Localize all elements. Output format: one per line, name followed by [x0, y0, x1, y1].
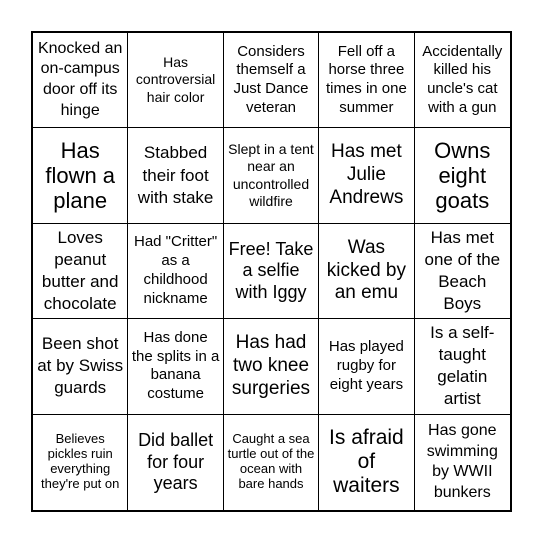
bingo-cell-r3c1[interactable]	[33, 224, 128, 319]
bingo-cell-r1c1[interactable]	[33, 33, 128, 128]
bingo-cell-r2c1[interactable]	[33, 128, 128, 223]
bingo-cell-r3c3[interactable]	[224, 224, 319, 319]
bingo-cell-text: Loves peanut butter and chocolate	[41, 227, 119, 314]
bingo-cell-text: Has controversial hair color	[135, 53, 216, 105]
bingo-cell-text: Is afraid of waiters	[329, 426, 404, 498]
bingo-board	[31, 31, 512, 512]
bingo-cell-r5c2[interactable]	[128, 415, 223, 510]
bingo-cell-text: Been shot at by Swiss guards	[37, 334, 124, 398]
bingo-cell-text: Owns eight goats	[434, 137, 491, 214]
bingo-cell-text: Has flown a plane	[45, 137, 116, 214]
bingo-cell-r5c1[interactable]	[33, 415, 128, 510]
bingo-cell-r3c4[interactable]	[319, 224, 414, 319]
bingo-cell-r1c5[interactable]	[415, 33, 510, 128]
bingo-cell-r4c1[interactable]	[33, 319, 128, 414]
bingo-cell-r1c3[interactable]	[224, 33, 319, 128]
bingo-cell-r5c4[interactable]	[319, 415, 414, 510]
bingo-cell-text: Slept in a tent near an uncontrolled wildfire	[228, 140, 314, 210]
bingo-cell-r4c2[interactable]	[128, 319, 223, 414]
bingo-cell-text: Free! Take a selfie with Iggy	[228, 238, 314, 302]
bingo-cell-text: Considers themself a Just Dance veteran	[233, 42, 309, 116]
bingo-cell-r2c4[interactable]	[319, 128, 414, 223]
bingo-cell-r5c5[interactable]	[415, 415, 510, 510]
bingo-cell-text: Did ballet for four years	[138, 429, 214, 494]
bingo-cell-text: Is a self-taught gelatin artist	[430, 323, 495, 409]
bingo-cell-text: Accidentally killed his uncle's cat with a gun	[422, 42, 503, 116]
bingo-cell-r3c5[interactable]	[415, 224, 510, 319]
bingo-cell-text: Has met Julie Andrews	[329, 141, 404, 208]
bingo-cell-r4c5[interactable]	[415, 319, 510, 414]
bingo-cell-r4c3[interactable]	[224, 319, 319, 414]
bingo-cell-text: Has done the splits in a banana costume	[131, 328, 220, 403]
bingo-cell-r4c4[interactable]	[319, 319, 414, 414]
bingo-cell-r3c2[interactable]	[128, 224, 223, 319]
bingo-cell-text: Knocked an on-campus door off its hinge	[37, 39, 123, 119]
bingo-cell-text: Has had two knee surgeries	[231, 332, 311, 399]
bingo-cell-text: Believes pickles ruin everything they're put on	[41, 431, 120, 492]
bingo-cell-text: Fell off a horse three times in one summer	[325, 42, 407, 116]
bingo-cell-text: Was kicked by an emu	[326, 236, 406, 304]
bingo-cell-r1c2[interactable]	[128, 33, 223, 128]
bingo-cell-text: Has met one of the Beach Boys	[424, 227, 501, 314]
bingo-cell-text: Caught a sea turtle out of the ocean with bare hands	[227, 431, 315, 492]
bingo-cell-text: Has gone swimming by WWII bunkers	[426, 421, 498, 502]
bingo-cell-r2c3[interactable]	[224, 128, 319, 223]
bingo-cell-r1c4[interactable]	[319, 33, 414, 128]
bingo-cell-text: Had "Critter" as a childhood nickname	[134, 233, 218, 307]
bingo-cell-text: Has played rugby for eight years	[328, 338, 404, 393]
bingo-cell-r2c2[interactable]	[128, 128, 223, 223]
bingo-cell-text: Stabbed their foot with stake	[137, 143, 214, 207]
bingo-cell-r2c5[interactable]	[415, 128, 510, 223]
bingo-cell-r5c3[interactable]	[224, 415, 319, 510]
